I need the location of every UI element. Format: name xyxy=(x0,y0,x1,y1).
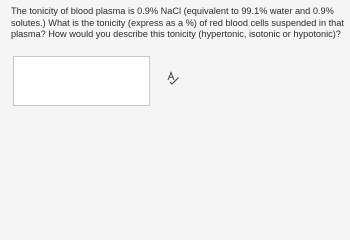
answer-input[interactable] xyxy=(13,56,150,106)
question-text: The tonicity of blood plasma is 0.9% NaCl (equivalent to 99.1% water and 0.9% solutes.) What is the tonicity (express as a %) of red blood cells suspended in that plasma? How would you describe this tonicity (hypertonic, isotonic or hypotonic)? xyxy=(11,6,344,40)
spellcheck-icon[interactable] xyxy=(166,71,180,85)
